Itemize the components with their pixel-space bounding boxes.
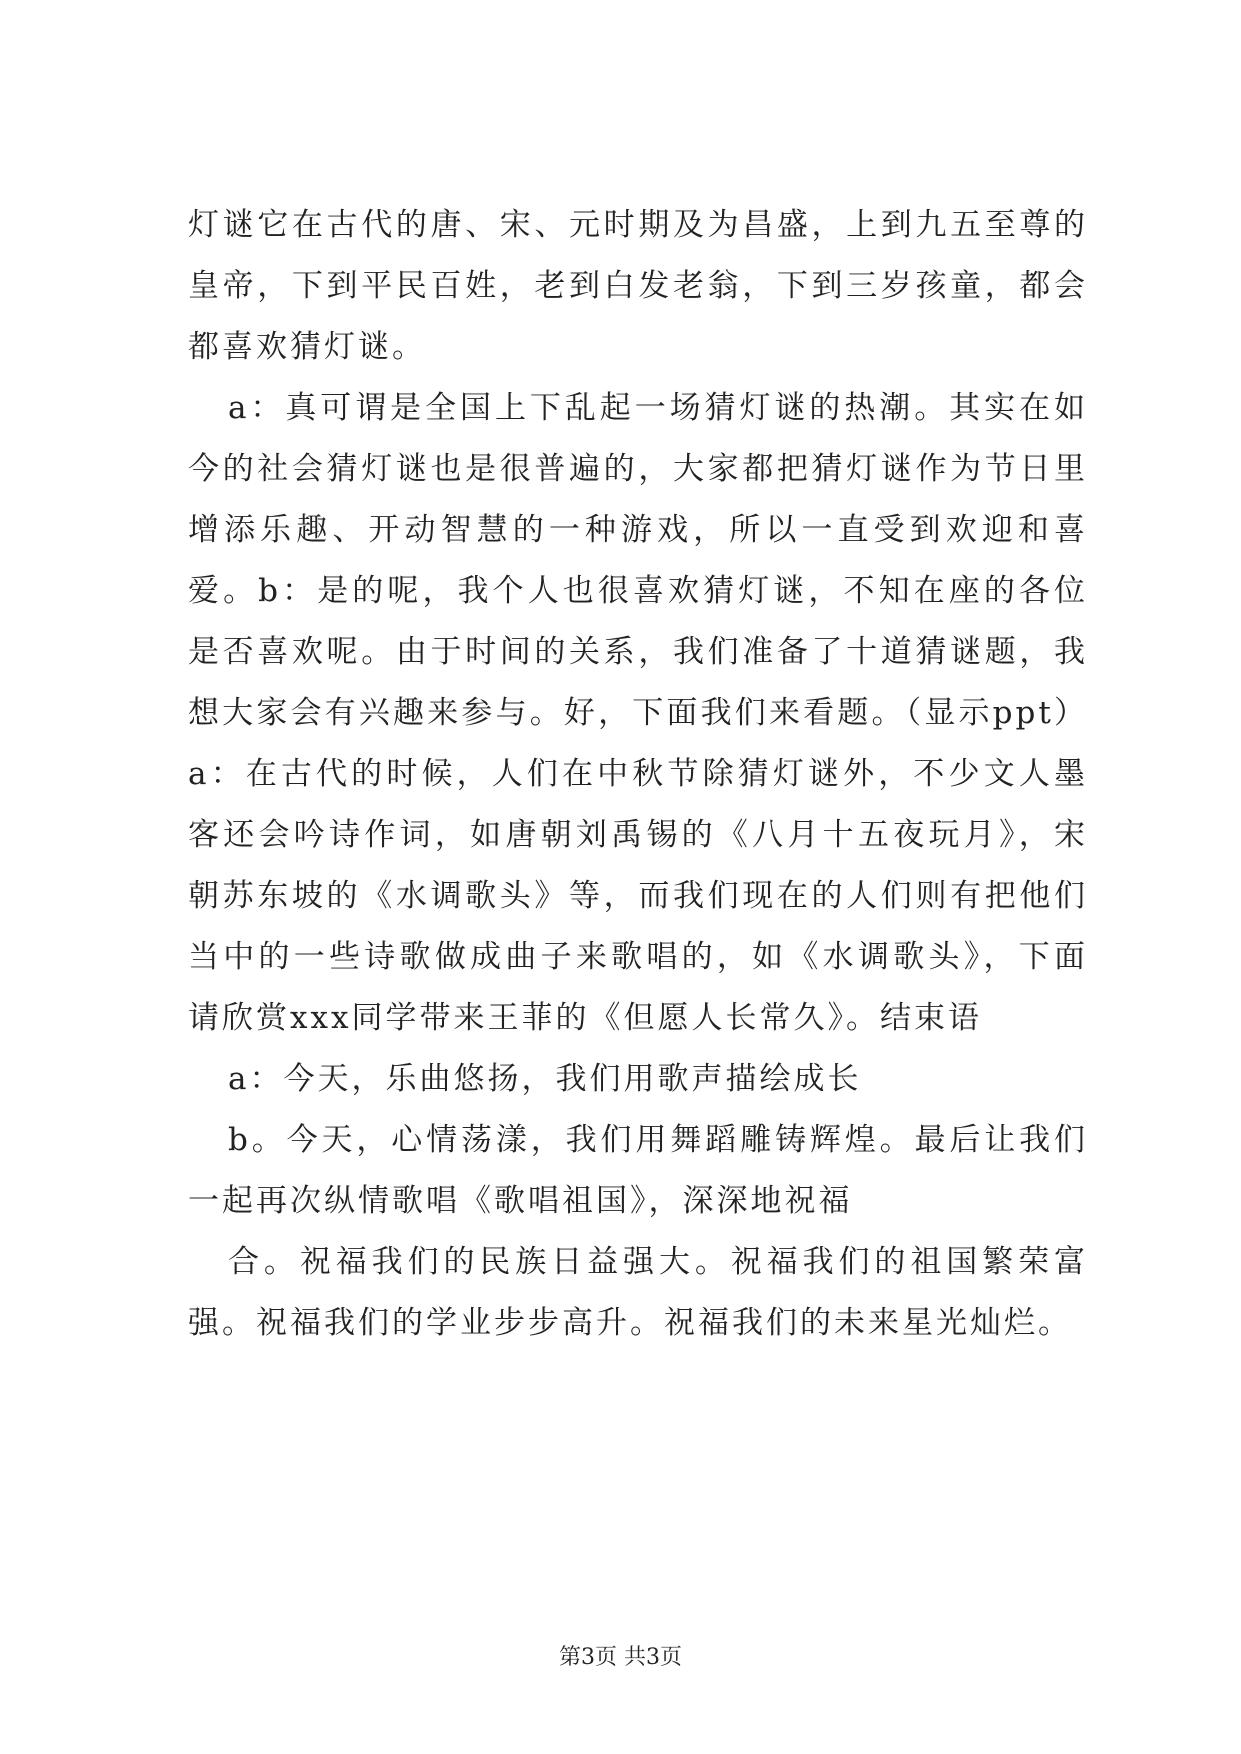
paragraph-2: a：真可谓是全国上下乱起一场猜灯谜的热潮。其实在如今的社会猜灯谜也是很普遍的，大家都把猜灯谜作为节日里增添乐趣、开动智慧的一种游戏，所以一直受到欢迎和喜爱。b：是的呢，我个人也很喜欢猜灯谜，不知在座的各位是否喜欢呢。由于时间的关系，我们准备了十道猜谜题，我想大家会有兴趣来参与。好，下面我们来看题。（显示ppt）a：在古代的时候，人们在中秋节除猜灯谜外，不少文人墨客还会吟诗作词，如唐朝刘禹锡的《八月十五夜玩月》，宋朝苏东坡的《水调歌头》等，而我们现在的人们则有把他们当中的一些诗歌做成曲子来歌唱的，如《水调歌头》，下面请欣赏xxx同学带来王菲的《但愿人长常久》。结束语 <box>188 390 1088 1036</box>
paragraph-1: 灯谜它在古代的唐、宋、元时期及为昌盛，上到九五至尊的皇帝，下到平民百姓，老到白发老翁，下到三岁孩童，都会都喜欢猜灯谜。 <box>188 207 1088 365</box>
paragraph-3: a：今天，乐曲悠扬，我们用歌声描绘成长 <box>228 1061 862 1097</box>
page-footer: 第3页 共3页 <box>559 1645 682 1670</box>
paragraph-4: b。今天，心情荡漾，我们用舞蹈雕铸辉煌。最后让我们一起再次纵情歌唱《歌唱祖国》，深深地祝福 <box>188 1122 1088 1219</box>
paragraph-5: 合。祝福我们的民族日益强大。祝福我们的祖国繁荣富强。祝福我们的学业步步高升。祝福我们的未来星光灿烂。 <box>188 1244 1088 1341</box>
document-body <box>188 195 1088 1354</box>
